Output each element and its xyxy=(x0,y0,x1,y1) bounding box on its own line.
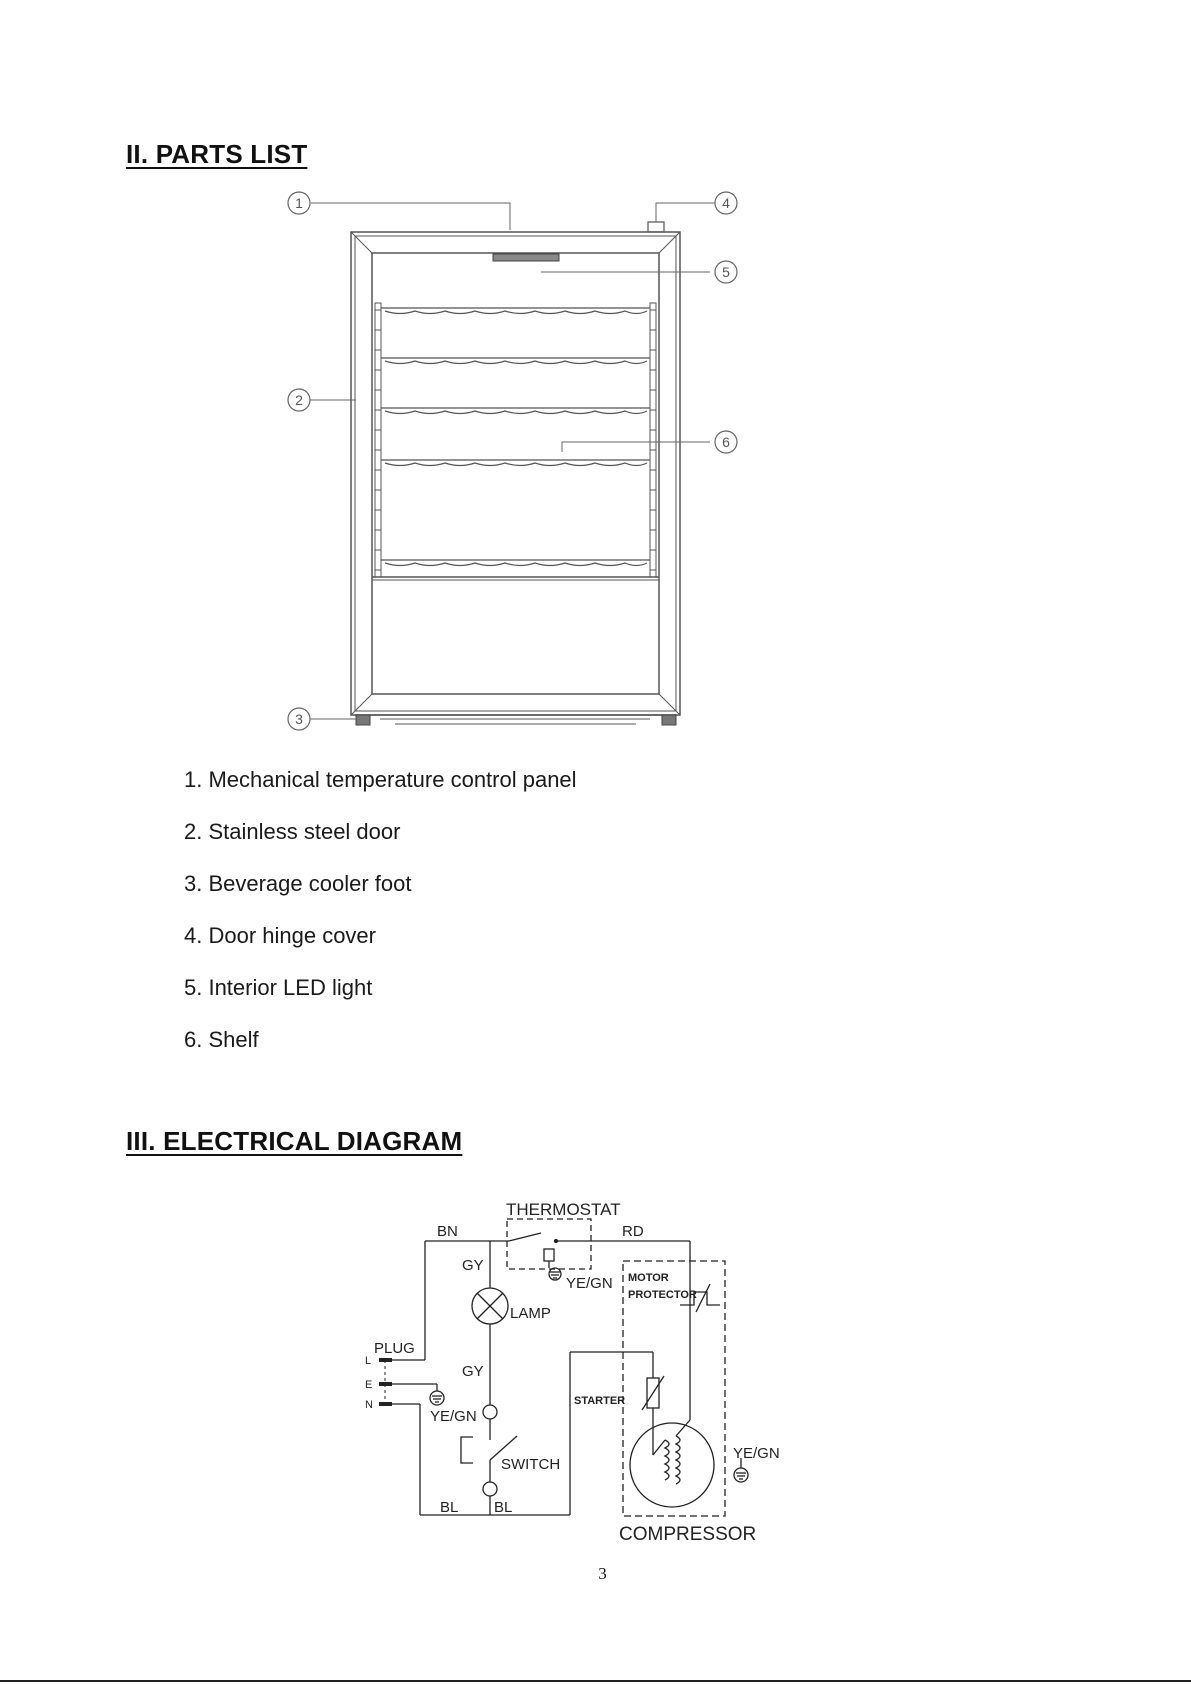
label-bn: BN xyxy=(437,1223,458,1240)
label-ye-gn-compressor: YE/GN xyxy=(733,1445,780,1462)
label-bl-left: BL xyxy=(440,1499,459,1516)
electrical-diagram-heading: III. ELECTRICAL DIAGRAM xyxy=(126,1126,463,1156)
label-plug: PLUG xyxy=(374,1340,415,1357)
label-motor: MOTOR xyxy=(628,1272,669,1284)
callout-6: 6 xyxy=(722,434,730,450)
list-item: 4. Door hinge cover xyxy=(184,923,376,948)
label-rd: RD xyxy=(622,1223,644,1240)
label-ye-gn-thermostat: YE/GN xyxy=(566,1275,613,1292)
label-gy-top: GY xyxy=(462,1257,484,1274)
list-item: 6. Shelf xyxy=(184,1027,259,1052)
list-item: 2. Stainless steel door xyxy=(184,819,401,844)
label-protector: PROTECTOR xyxy=(628,1289,697,1301)
callout-2: 2 xyxy=(295,392,303,408)
parts-list-heading: II. PARTS LIST xyxy=(126,139,308,169)
footer-rule xyxy=(0,1680,1191,1682)
electrical-diagram xyxy=(0,1180,1191,1550)
parts-list xyxy=(184,766,577,1078)
callout-1: 1 xyxy=(295,195,303,211)
page-number: 3 xyxy=(598,1564,607,1583)
label-bl-right: BL xyxy=(494,1499,513,1516)
label-ye-gn-plug: YE/GN xyxy=(430,1408,477,1425)
label-n: N xyxy=(365,1399,373,1411)
label-l: L xyxy=(365,1355,372,1367)
list-item: 3. Beverage cooler foot xyxy=(184,871,412,896)
cooler-drawing xyxy=(0,0,1191,760)
label-e: E xyxy=(365,1379,373,1391)
label-compressor: COMPRESSOR xyxy=(619,1524,757,1545)
label-lamp: LAMP xyxy=(510,1305,551,1322)
list-item: 1. Mechanical temperature control panel xyxy=(184,767,577,792)
callout-4: 4 xyxy=(722,195,730,211)
list-item: 5. Interior LED light xyxy=(184,975,373,1000)
callout-5: 5 xyxy=(722,264,730,280)
label-starter: STARTER xyxy=(574,1395,626,1407)
label-gy-bottom: GY xyxy=(462,1363,484,1380)
callout-3: 3 xyxy=(295,711,303,727)
label-switch: SWITCH xyxy=(501,1456,561,1473)
label-thermostat: THERMOSTAT xyxy=(506,1200,621,1219)
